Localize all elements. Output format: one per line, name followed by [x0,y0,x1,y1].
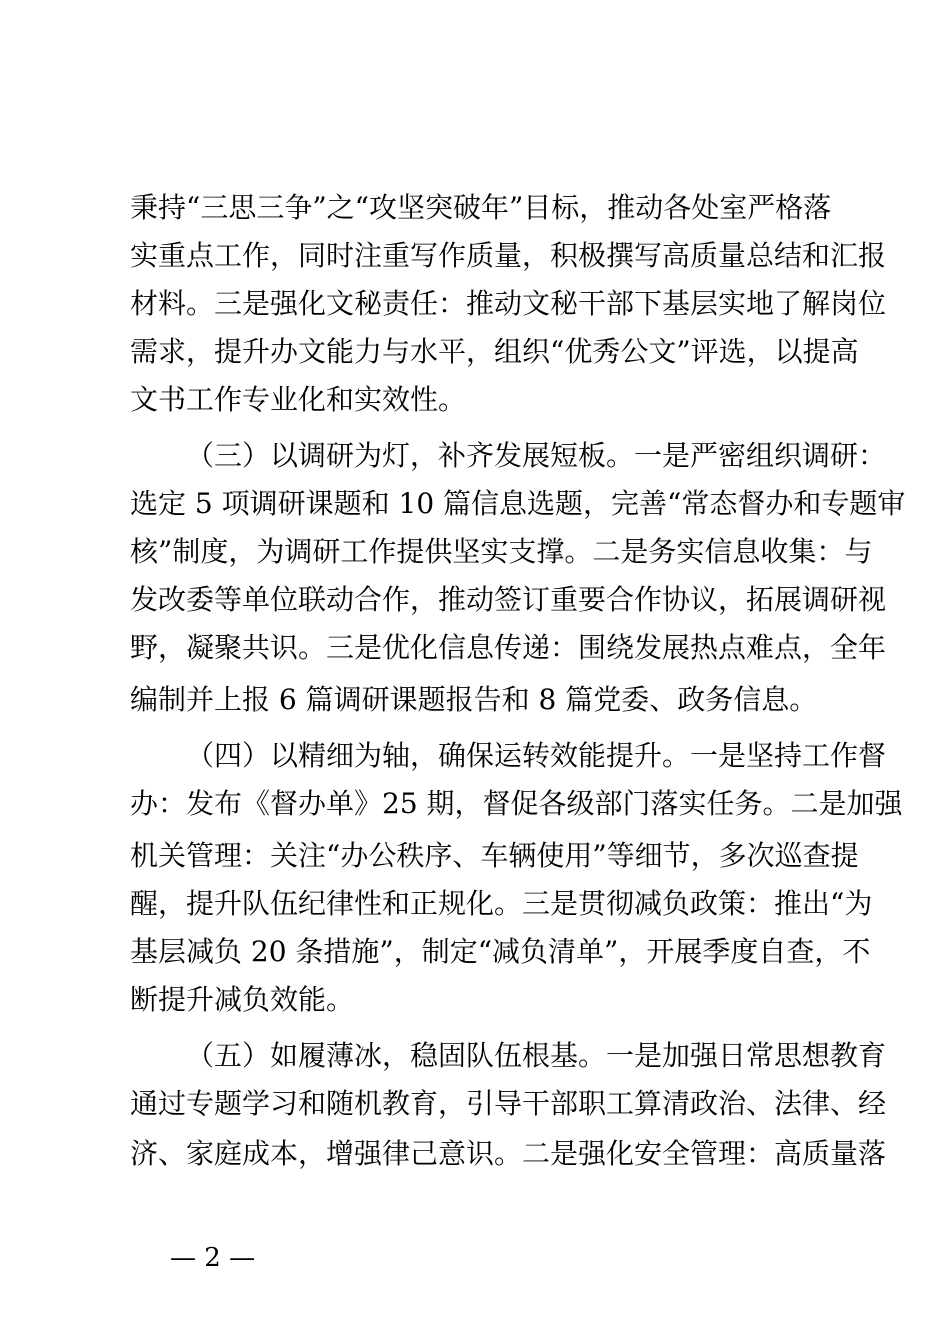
paragraph-line: 秉持“三思三争”之“攻坚突破年”目标，推动各处室严格落 [130,191,832,224]
paragraph-line: 文书工作专业化和实效性。 [130,383,467,416]
paragraph-line: 办：发布《督办单》25 期，督促各级部门落实任务。二是加强 [130,787,903,820]
section-heading-line: （四）以精细为轴，确保运转效能提升。一是坚持工作督 [186,739,887,772]
paragraph-line: 编制并上报 6 篇调研课题报告和 8 篇党委、政务信息。 [130,683,818,716]
paragraph-line: 材料。三是强化文秘责任：推动文秘干部下基层实地了解岗位 [130,287,887,320]
paragraph-line: 通过专题学习和随机教育，引导干部职工算清政治、法律、经 [130,1087,887,1120]
paragraph-line: 基层减负 20 条措施”，制定“减负清单”，开展季度自查，不 [130,935,871,968]
paragraph-line: 野，凝聚共识。三是优化信息传递：围绕发展热点难点，全年 [130,631,887,664]
paragraph-line: 发改委等单位联动合作，推动签订重要合作协议，拓展调研视 [130,583,887,616]
paragraph-line: 需求，提升办文能力与水平，组织“优秀公文”评选，以提高 [130,335,859,368]
page-number: — 2 — [170,1243,256,1273]
paragraph-line: 济、家庭成本，增强律己意识。二是强化安全管理：高质量落 [130,1137,887,1170]
paragraph-line: 断提升减负效能。 [130,983,355,1016]
section-heading-line: （五）如履薄冰，稳固队伍根基。一是加强日常思想教育 [186,1039,887,1072]
paragraph-line: 实重点工作，同时注重写作质量，积极撰写高质量总结和汇报 [130,239,887,272]
paragraph-line: 选定 5 项调研课题和 10 篇信息选题，完善“常态督办和专题审 [130,487,906,520]
paragraph-line: 机关管理：关注“办公秩序、车辆使用”等细节，多次巡查提 [130,839,859,872]
paragraph-line: 核”制度，为调研工作提供坚实支撑。二是务实信息收集：与 [130,535,873,568]
paragraph-line: 醒，提升队伍纪律性和正规化。三是贯彻减负政策：推出“为 [130,887,873,920]
section-heading-line: （三）以调研为灯，补齐发展短板。一是严密组织调研： [186,439,887,472]
